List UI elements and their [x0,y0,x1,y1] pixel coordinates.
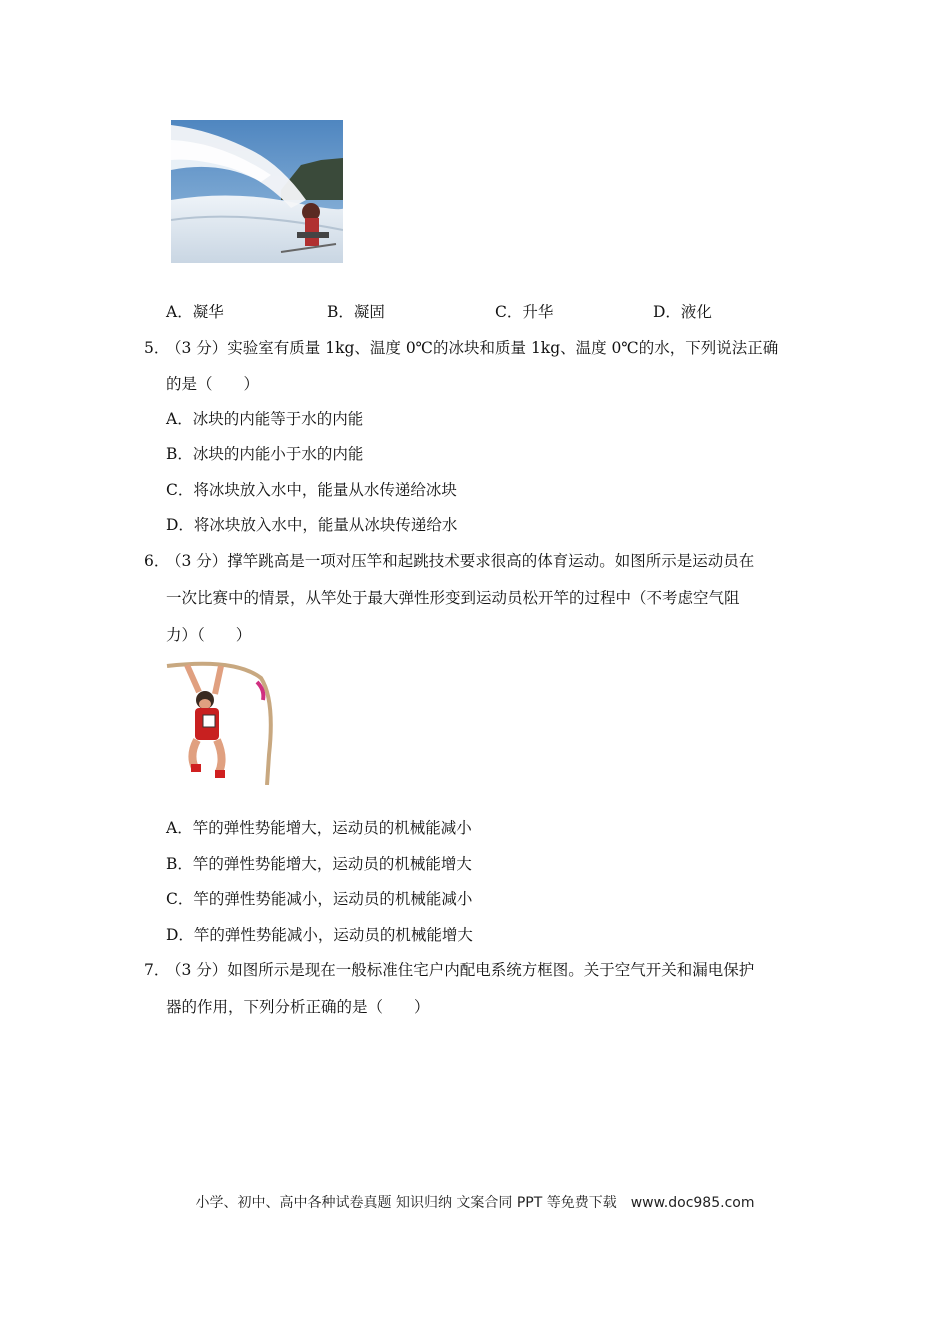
q6-stem-line1: （3 分）撑竿跳高是一项对压竿和起跳技术要求很高的体育运动。如图所示是运动员在 [166,552,755,570]
q4-option-b: B．凝固 [327,303,385,321]
q4-option-a: A．凝华 [166,303,224,321]
q6-stem-line2: 一次比赛中的情景，从竿处于最大弹性形变到运动员松开竿的过程中（不考虑空气阻 [166,589,740,607]
q6-option-d: D．竿的弹性势能减小，运动员的机械能增大 [166,926,473,944]
q6-number: 6． [144,552,170,570]
q6-option-b: B．竿的弹性势能增大，运动员的机械能增大 [166,855,472,873]
q6-option-c: C．竿的弹性势能减小，运动员的机械能减小 [166,890,473,908]
page-footer: 小学、初中、高中各种试卷真题 知识归纳 文案合同 PPT 等免费下载 www.doc985.com [195,1195,755,1211]
snow-cannon-photo [171,120,343,263]
pole-vault-photo [165,660,277,785]
q7-number: 7． [144,961,170,979]
q5-option-d: D．将冰块放入水中，能量从冰块传递给水 [166,516,458,534]
q5-stem-line2: 的是（ ） [166,375,260,393]
q5-option-b: B．冰块的内能小于水的内能 [166,445,364,463]
q7-stem-line1: （3 分）如图所示是现在一般标准住宅户内配电系统方框图。关于空气开关和漏电保护 [166,961,755,979]
q7-stem-line2: 器的作用，下列分析正确的是（ ） [166,998,430,1016]
q6-option-a: A．竿的弹性势能增大，运动员的机械能减小 [166,819,472,837]
q4-option-c: C．升华 [495,303,554,321]
q4-option-d: D．液化 [653,303,712,321]
q5-option-c: C．将冰块放入水中，能量从水传递给冰块 [166,481,457,499]
q5-number: 5． [144,339,170,357]
q6-stem-line3: 力）（ ） [166,626,252,644]
q5-stem-line1: （3 分）实验室有质量 1kg、温度 0℃的冰块和质量 1kg、温度 0℃的水，下列说法正确 [166,339,779,357]
q5-option-a: A．冰块的内能等于水的内能 [166,410,364,428]
